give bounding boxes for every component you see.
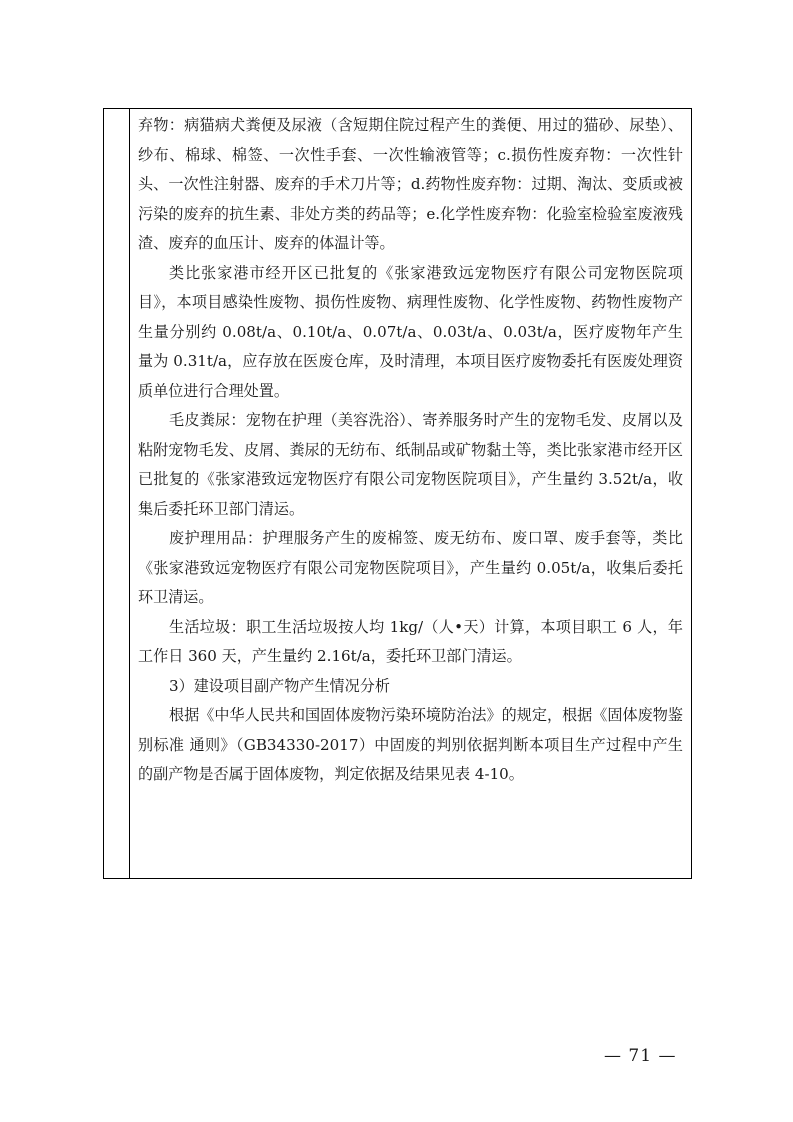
paragraph-domestic-waste: 生活垃圾：职工生活垃圾按人均 1kg/（人•天）计算，本项目职工 6 人，年工作日 360 天，产生量约 2.16t/a，委托环卫部门清运。 [138, 617, 683, 665]
table-column-divider [129, 109, 130, 878]
paragraph-care-supplies: 废护理用品：护理服务产生的废棉签、废无纺布、废口罩、废手套等，类比《张家港致远宠物医疗有限公司宠物医院项目》，产生量约 0.05t/a，收集后委托环卫清运。 [138, 529, 683, 606]
paragraph-medical-waste: 类比张家港市经开区已批复的《张家港致远宠物医疗有限公司宠物医院项目》，本项目感染性废物、损伤性废物、病理性废物、化学性废物、药物性废物产生量分别约 0.08t/a、0.10t/a、0.07t/a、0.03t/a、0.03t/a，医疗废物年产生量为 0.31t/a，应存放在医废仓库，及时清理，本项目医疗废物委托有医废处理资质单位进行合理处置。 [138, 263, 683, 400]
section-heading-byproducts: 3）建设项目副产物产生情况分析 [169, 676, 390, 695]
table-content-cell [138, 111, 683, 790]
paragraph-byproduct-analysis: 根据《中华人民共和国固体废物污染环境防治法》的规定，根据《固体废物鉴别标准 通则》（GB34330-2017）中固废的判别依据判断本项目生产过程中产生的副产物是否属于固体废物，判定依据及结果见表 4-10。 [138, 706, 683, 783]
paragraph-waste-categories: 弃物：病猫病犬粪便及尿液（含短期住院过程产生的粪便、用过的猫砂、尿垫）、纱布、棉球、棉签、一次性手套、一次性输液管等；c.损伤性废弃物：一次性针头、一次性注射器、废弃的手术刀片等；d.药物性废弃物：过期、淘汰、变质或被污染的废弃的抗生素、非处方类的药品等；e.化学性废弃物：化验室检验室废液残渣、废弃的血压计、废弃的体温计等。 [138, 116, 683, 252]
paragraph-fur-excreta: 毛皮粪尿：宠物在护理（美容洗浴）、寄养服务时产生的宠物毛发、皮屑以及粘附宠物毛发、皮屑、粪尿的无纺布、纸制品或矿物黏土等，类比张家港市经开区已批复的《张家港致远宠物医疗有限公司宠物医院项目》，产生量约 3.52t/a，收集后委托环卫部门清运。 [138, 411, 683, 518]
page-number: — 71 — [604, 1046, 677, 1066]
content-table [103, 108, 692, 879]
